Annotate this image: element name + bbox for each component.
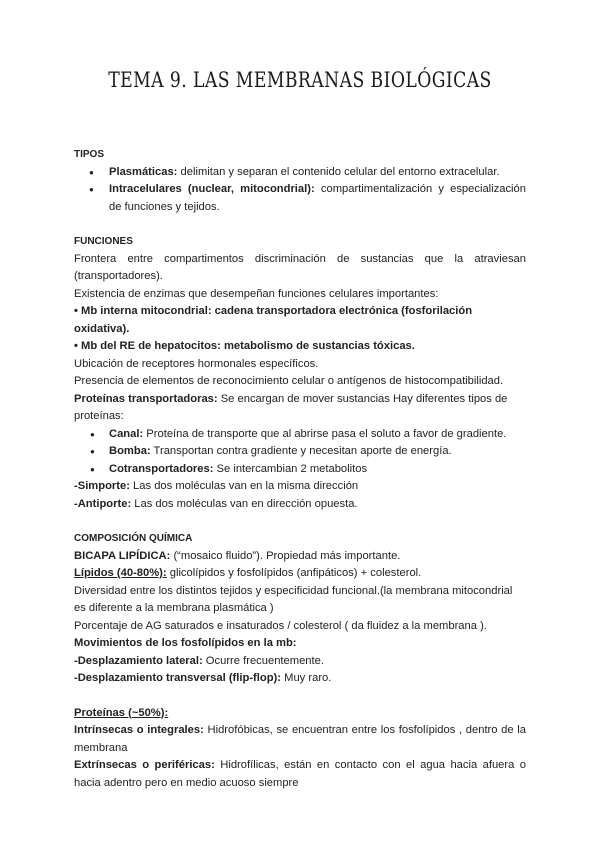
paragraph <box>74 565 526 583</box>
paragraph <box>74 705 526 723</box>
tipos-list <box>74 164 526 217</box>
document-body <box>74 146 526 792</box>
paragraph <box>74 722 526 757</box>
term-text: Las dos moléculas van en la misma dirección <box>129 480 359 492</box>
term-text: Hidrofóbicas, se encuentran entre los fosfolípidos , dentro de la membrana <box>74 724 526 754</box>
term-text: Las dos moléculas van en dirección opuesta. <box>131 497 358 510</box>
item-text: Se intercambian 2 metabolitos <box>213 462 368 475</box>
paragraph: Diversidad entre los distintos tejidos y especificidad funcional.(la membrana mitocondrial es diferente a la membrana plasmática ) <box>74 584 513 614</box>
item-text: Proteína de transporte que al abrirse pasa el soluto a favor de gradiente. <box>143 427 507 440</box>
term-text: glicolípidos y fosfolípidos (anfipáticos) + colesterol. <box>166 567 422 579</box>
bold-line: Movimientos de los fosfolípidos en la mb: <box>74 637 297 649</box>
underlined-label: Lípidos (40-80%): <box>74 567 167 579</box>
list-item <box>74 461 526 479</box>
paragraph <box>74 303 526 338</box>
term-label: -Antiporte: <box>74 497 132 510</box>
list-item <box>74 426 526 444</box>
section-heading-funciones: FUNCIONES <box>74 236 133 247</box>
paragraph: Existencia de enzimas que desempeñan funciones celulares importantes: <box>74 287 439 300</box>
subsection-heading <box>74 707 168 719</box>
bold-line: • Mb del RE de hepatocitos: metabolismo de sustancias tóxicas. <box>74 340 415 352</box>
paragraph <box>74 635 526 653</box>
paragraph <box>74 670 526 688</box>
term-label: BICAPA LIPÍDICA: <box>74 549 171 562</box>
term-text: Muy raro. <box>281 672 332 684</box>
list-item <box>74 443 526 461</box>
term-label: Intrínsecas o integrales: <box>74 724 204 736</box>
page-title: TEMA 9. LAS MEMBRANAS BIOLÓGICAS <box>108 68 492 92</box>
paragraph <box>74 478 526 496</box>
term-label: -Desplazamiento transversal (flip-flop): <box>74 672 282 684</box>
list-item <box>74 181 526 216</box>
term-text: (“mosaico fluido”). Propiedad más importante. <box>170 549 401 562</box>
paragraph <box>74 653 526 671</box>
item-label: Canal: <box>109 427 144 440</box>
section-heading-composicion: COMPOSICIÓN QUÍMICA <box>74 533 193 544</box>
item-text: delimitan y separan el contenido celular del entorno extracelular. <box>177 165 500 178</box>
paragraph <box>74 338 526 356</box>
term-label: -Desplazamiento lateral: <box>74 654 203 667</box>
item-label: Intracelulares (nuclear, mitocondrial): <box>109 183 315 195</box>
underlined-label: Proteínas (~50%): <box>74 706 169 719</box>
paragraph <box>74 496 526 514</box>
item-label: Cotransportadores: <box>109 462 214 475</box>
item-label: Bomba: <box>109 445 151 457</box>
term-text: Se encargan de mover sustancias Hay diferentes tipos de proteínas: <box>74 392 508 422</box>
term-label: Extrínsecas o periféricas: <box>74 759 215 771</box>
term-label <box>74 567 167 579</box>
term-text: Hidrofílicas, están en contacto con el agua hacia afuera o hacia adentro pero en medio acuoso siempre <box>74 759 526 789</box>
bold-line: • Mb interna mitocondrial: cadena transportadora electrónica (fosforilación oxidativa). <box>74 305 473 335</box>
item-text: compartimentalización y especialización de funciones y tejidos. <box>109 183 526 213</box>
paragraph: Ubicación de receptores hormonales específicos. <box>74 357 319 370</box>
section-heading-tipos: TIPOS <box>74 149 105 160</box>
paragraph: Porcentaje de AG saturados e insaturados / colesterol ( da fluidez a la membrana ). <box>74 619 487 632</box>
list-item <box>74 164 526 182</box>
paragraph <box>74 757 526 792</box>
transport-list <box>74 426 526 479</box>
term-text: Ocurre frecuentemente. <box>202 654 324 667</box>
paragraph <box>74 548 526 566</box>
term-label: -Simporte: <box>74 480 130 492</box>
paragraph <box>74 391 526 426</box>
paragraph: Presencia de elementos de reconocimiento celular o antígenos de histocompatibilidad. <box>74 375 504 387</box>
term-label: Proteínas transportadoras: <box>74 392 218 405</box>
item-label: Plasmáticas: <box>109 165 178 178</box>
paragraph: Frontera entre compartimentos discriminación de sustancias que la atraviesan (transportadores). <box>74 252 526 282</box>
item-text: Transportan contra gradiente y necesitan aporte de energía. <box>150 445 452 457</box>
